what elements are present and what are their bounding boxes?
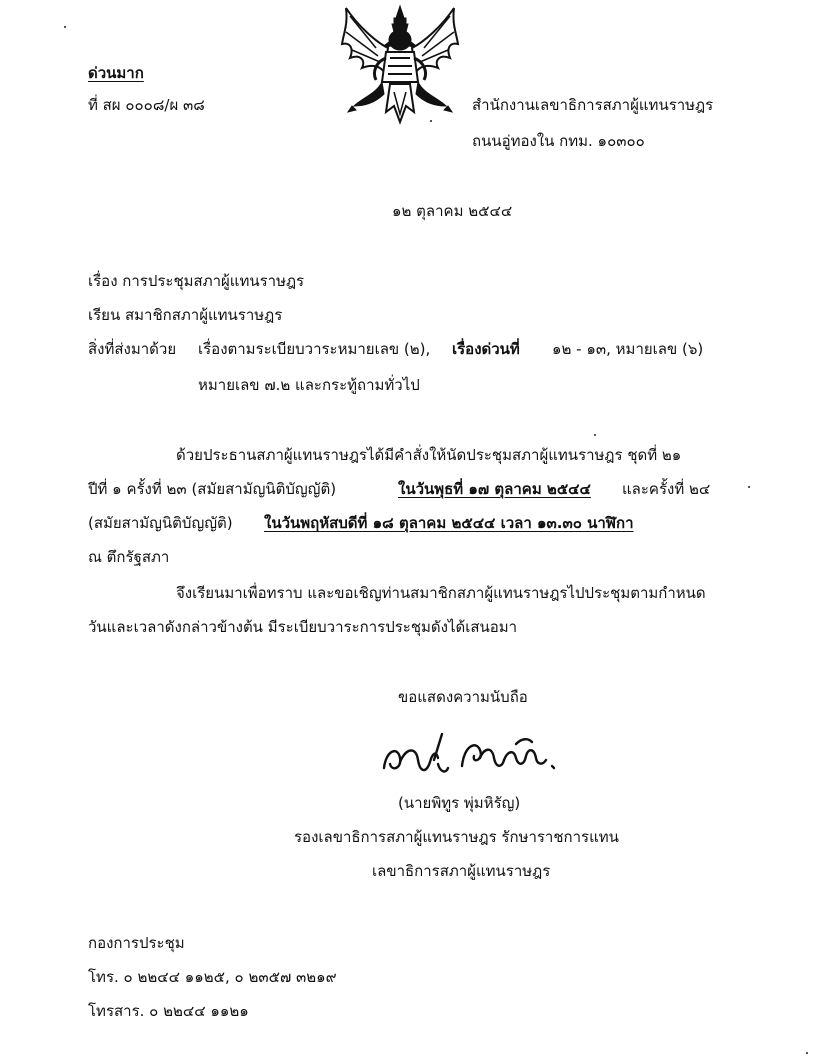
meeting-venue: ณ ตึกรัฐสภา [88,548,170,566]
handwritten-signature-icon [376,728,566,788]
enclosure-text-3: หมายเลข ๗.๒ และกระทู้ถามทั่วไป [198,376,420,394]
body-paragraph-2-line-1: จึงเรียนมาเพื่อทราบ และขอเชิญท่านสมาชิกสภาผู้แทนราษฎรไปประชุมตามกำหนด [176,584,706,602]
signer-name: (นายพิทูร พุ่มหิรัญ) [398,794,521,812]
office-name: สำนักงานเลขาธิการสภาผู้แทนราษฎร [472,96,714,114]
recipient-line: เรียน สมาชิกสภาผู้แทนราษฎร [88,306,283,324]
garuda-emblem-icon [336,2,464,126]
footer-fax: โทรสาร. ๐ ๒๒๔๔ ๑๑๒๑ [88,1002,249,1020]
scan-speck [64,26,66,28]
body-paragraph-1-line-2c: และครั้งที่ ๒๔ [622,480,711,498]
office-address: ถนนอู่ทองใน กทม. ๑๐๓๐๐ [472,132,645,150]
body-paragraph-1-line-1: ด้วยประธานสภาผู้แทนราษฎรได้มีคำสั่งให้นัดประชุมสภาผู้แทนราษฎร ชุดที่ ๒๑ [176,446,682,464]
meeting-date-2: ในวันพฤหัสบดีที่ ๑๘ ตุลาคม ๒๕๔๔ เวลา ๑๓.๓๐ นาฬิกา [264,514,634,532]
meeting-date-1: ในวันพุธที่ ๑๗ ตุลาคม ๒๕๔๔ [398,480,591,498]
scan-speck [430,120,432,122]
subject-line: เรื่อง การประชุมสภาผู้แทนราษฎร [88,272,305,290]
enclosure-urgent-label: เรื่องด่วนที่ [452,340,520,358]
body-paragraph-1-line-2a: ปีที่ ๑ ครั้งที่ ๒๓ (สมัยสามัญนิติบัญญัติ) [88,480,337,498]
signer-title-2: เลขาธิการสภาผู้แทนราษฎร [372,862,551,880]
body-paragraph-2-line-2: วันและเวลาดังกล่าวข้างต้น มีระเบียบวาระการประชุมดังได้เสนอมา [88,618,518,636]
footer-division: กองการประชุม [88,934,185,952]
body-paragraph-1-line-3a: (สมัยสามัญนิติบัญญัติ) [88,514,233,532]
enclosure-text-2: ๑๒ - ๑๓, หมายเลข (๖) [552,340,704,358]
reference-number: ที่ สผ ๐๐๐๘/ผ ๓๘ [88,96,205,114]
urgency-label: ด่วนมาก [88,64,144,82]
scan-speck [748,486,750,488]
letter-date: ๑๒ ตุลาคม ๒๕๔๔ [392,202,513,220]
scan-speck [594,434,596,436]
scan-speck [806,1052,808,1054]
signer-title-1: รองเลขาธิการสภาผู้แทนราษฎร รักษาราชการแทน [294,828,619,846]
enclosure-text-1: เรื่องตามระเบียบวาระหมายเลข (๒), [198,340,431,358]
closing-regards: ขอแสดงความนับถือ [398,688,528,706]
enclosure-label: สิ่งที่ส่งมาด้วย [88,340,177,358]
footer-phone: โทร. ๐ ๒๒๔๔ ๑๑๒๕, ๐ ๒๓๕๗ ๓๒๑๙ [88,968,337,986]
